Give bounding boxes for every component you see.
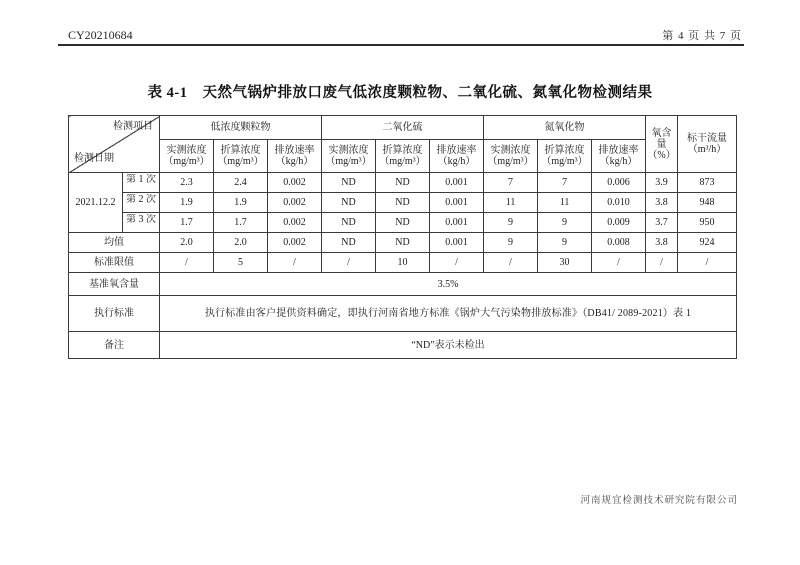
table-row bbox=[69, 332, 737, 359]
corner-header-cell bbox=[69, 116, 160, 173]
mean-label: 均值 bbox=[69, 233, 160, 253]
table-cell: 0.001 bbox=[430, 173, 484, 193]
table-cell: 3.9 bbox=[646, 173, 678, 193]
table-cell: 3.8 bbox=[646, 193, 678, 213]
subheader-converted: 折算浓度（mg/m³） bbox=[538, 140, 592, 173]
table-cell: 7 bbox=[484, 173, 538, 193]
table-cell: ND bbox=[322, 233, 376, 253]
flow-header: 标干流量（m³/h） bbox=[678, 116, 737, 173]
table-cell: 2.3 bbox=[160, 173, 214, 193]
table-row bbox=[69, 116, 737, 140]
table-row bbox=[69, 253, 737, 273]
table-cell: ND bbox=[376, 173, 430, 193]
table-cell: 2.0 bbox=[214, 233, 268, 253]
table-row bbox=[69, 233, 737, 253]
table-cell: ND bbox=[376, 213, 430, 233]
table-cell: 3.7 bbox=[646, 213, 678, 233]
date-cell: 2021.12.2 bbox=[69, 173, 123, 233]
subheader-measured: 实测浓度（mg/m³） bbox=[160, 140, 214, 173]
table-cell: 9 bbox=[484, 213, 538, 233]
subheader-rate: 排放速率（kg/h） bbox=[592, 140, 646, 173]
run-label: 第 3 次 bbox=[123, 213, 160, 233]
remark-value: “ND”表示未检出 bbox=[160, 332, 737, 359]
table-cell: 1.7 bbox=[160, 213, 214, 233]
corner-label-item: 检测项目 bbox=[113, 121, 153, 132]
table-cell: 0.008 bbox=[592, 233, 646, 253]
table-cell: 11 bbox=[538, 193, 592, 213]
header-rule bbox=[58, 44, 744, 46]
group-header-nox: 氮氧化物 bbox=[484, 116, 646, 140]
page-header bbox=[68, 27, 742, 43]
table-row bbox=[69, 273, 737, 296]
table-cell: 948 bbox=[678, 193, 737, 213]
baseline-oxygen-label: 基准氧含量 bbox=[69, 273, 160, 296]
table-cell: 0.001 bbox=[430, 193, 484, 213]
report-number: CY20210684 bbox=[68, 28, 133, 42]
subheader-measured: 实测浓度（mg/m³） bbox=[484, 140, 538, 173]
table-cell: / bbox=[322, 253, 376, 273]
table-cell: 9 bbox=[538, 213, 592, 233]
table-cell: / bbox=[484, 253, 538, 273]
baseline-oxygen-value: 3.5% bbox=[160, 273, 737, 296]
table-cell: 0.002 bbox=[268, 213, 322, 233]
standard-value: 执行标准由客户提供资料确定，即执行河南省地方标准《锅炉大气污染物排放标准》（DB41/ 2089-2021）表 1 bbox=[160, 296, 737, 332]
table-cell: 0.001 bbox=[430, 213, 484, 233]
table-cell: 0.006 bbox=[592, 173, 646, 193]
table-cell: 1.9 bbox=[214, 193, 268, 213]
table-row bbox=[69, 296, 737, 332]
table-cell: 1.9 bbox=[160, 193, 214, 213]
footer-company-name: 河南规宜检测技术研究院有限公司 bbox=[580, 496, 738, 506]
table-row bbox=[69, 140, 737, 173]
table-cell: 30 bbox=[538, 253, 592, 273]
table-cell: 9 bbox=[484, 233, 538, 253]
table-cell: / bbox=[268, 253, 322, 273]
limit-label: 标准限值 bbox=[69, 253, 160, 273]
table-cell: 873 bbox=[678, 173, 737, 193]
table-cell: 0.002 bbox=[268, 233, 322, 253]
table-cell: 0.009 bbox=[592, 213, 646, 233]
corner-label-date: 检测日期 bbox=[74, 153, 114, 164]
table-cell: 5 bbox=[214, 253, 268, 273]
table-cell: 2.4 bbox=[214, 173, 268, 193]
subheader-converted: 折算浓度（mg/m³） bbox=[376, 140, 430, 173]
table-cell: / bbox=[678, 253, 737, 273]
run-label: 第 2 次 bbox=[123, 193, 160, 213]
table-row bbox=[69, 213, 737, 233]
subheader-rate: 排放速率（kg/h） bbox=[430, 140, 484, 173]
standard-label: 执行标准 bbox=[69, 296, 160, 332]
table-cell: ND bbox=[322, 213, 376, 233]
table-title: 表 4-1 天然气锅炉排放口废气低浓度颗粒物、二氧化硫、氮氧化物检测结果 bbox=[147, 85, 653, 101]
table-cell: / bbox=[646, 253, 678, 273]
table-cell: ND bbox=[322, 193, 376, 213]
oxygen-header: 氧含量（%） bbox=[646, 116, 678, 173]
table-cell: 11 bbox=[484, 193, 538, 213]
group-header-particulate: 低浓度颗粒物 bbox=[160, 116, 322, 140]
table-cell: 1.7 bbox=[214, 213, 268, 233]
table-cell: ND bbox=[376, 193, 430, 213]
subheader-rate: 排放速率（kg/h） bbox=[268, 140, 322, 173]
table-row bbox=[69, 193, 737, 213]
table-cell: 0.002 bbox=[268, 173, 322, 193]
table-cell: 3.8 bbox=[646, 233, 678, 253]
remark-label: 备注 bbox=[69, 332, 160, 359]
table-cell: ND bbox=[376, 233, 430, 253]
table-cell: ND bbox=[322, 173, 376, 193]
subheader-converted: 折算浓度（mg/m³） bbox=[214, 140, 268, 173]
table-cell: 9 bbox=[538, 233, 592, 253]
table-row bbox=[69, 173, 737, 193]
run-label: 第 1 次 bbox=[123, 173, 160, 193]
table-cell: 924 bbox=[678, 233, 737, 253]
results-table bbox=[68, 115, 737, 359]
table-cell: 2.0 bbox=[160, 233, 214, 253]
table-cell: / bbox=[160, 253, 214, 273]
table-cell: 10 bbox=[376, 253, 430, 273]
page-indicator: 第 4 页 共 7 页 bbox=[662, 30, 742, 42]
subheader-measured: 实测浓度（mg/m³） bbox=[322, 140, 376, 173]
group-header-so2: 二氧化硫 bbox=[322, 116, 484, 140]
table-cell: 0.001 bbox=[430, 233, 484, 253]
table-cell: 0.002 bbox=[268, 193, 322, 213]
table-cell: / bbox=[592, 253, 646, 273]
table-cell: / bbox=[430, 253, 484, 273]
table-cell: 950 bbox=[678, 213, 737, 233]
table-cell: 7 bbox=[538, 173, 592, 193]
table-cell: 0.010 bbox=[592, 193, 646, 213]
